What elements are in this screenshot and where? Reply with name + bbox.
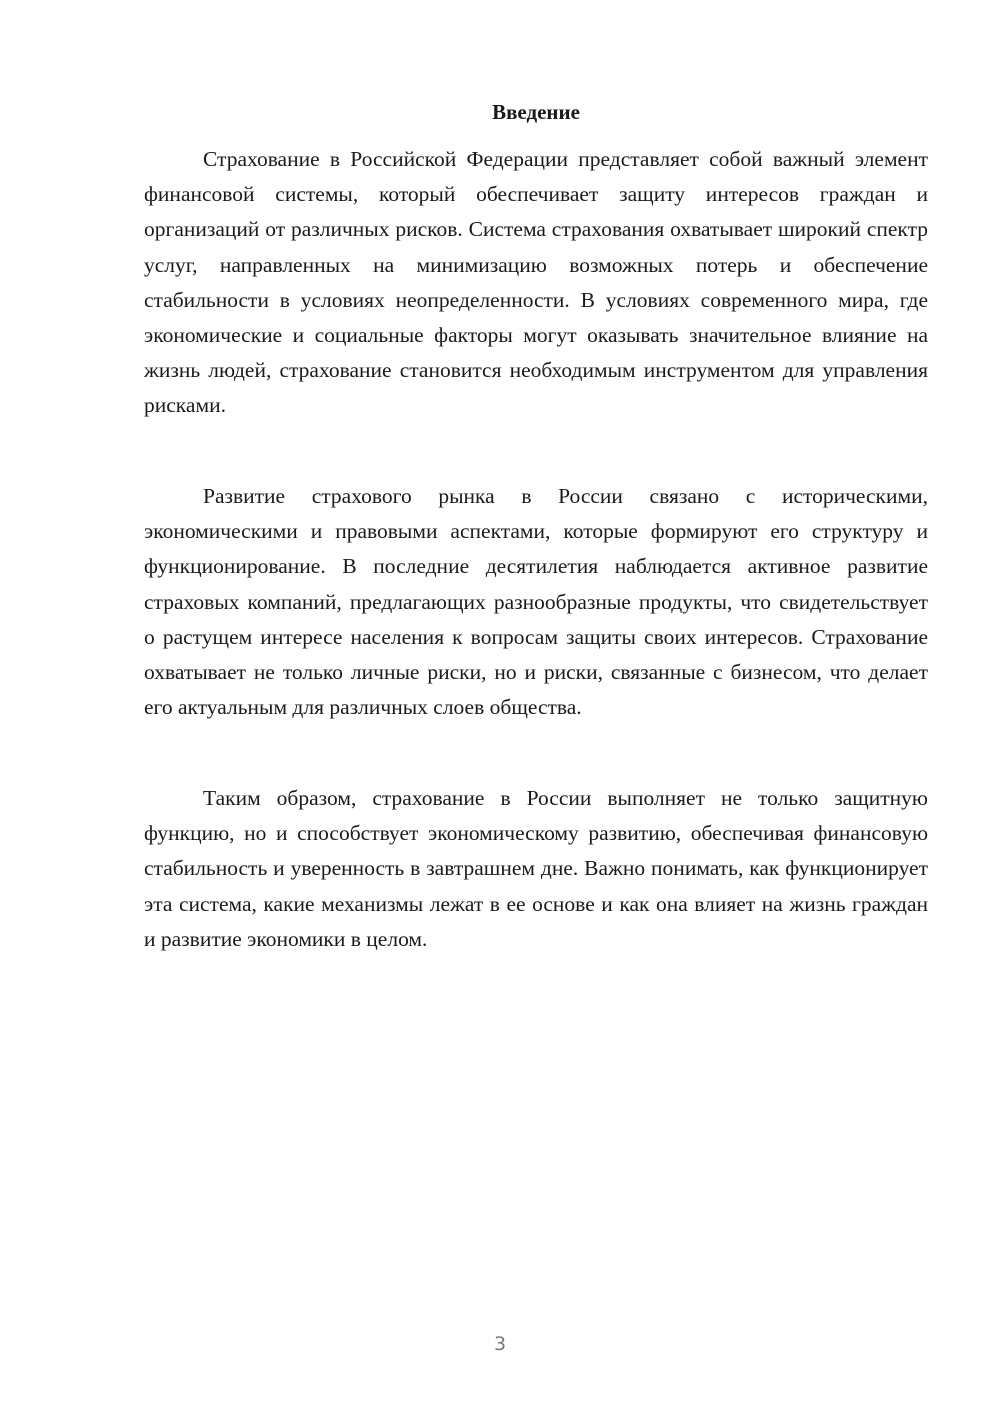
page-number: 3 [493,1333,507,1355]
section-title: Введение [492,100,580,124]
paragraph-1: Страхование в Российской Федерации представляет собой важный элемент финансовой системы, который обеспечивает защиту интересов граждан и организаций от различных рисков. Система страхования охватывает широкий спектр услуг, направленных на минимизацию возможных потерь и обеспечение стабильности в условиях неопределенности. В условиях современного мира, где экономические и социальные факторы могут оказывать значительное влияние на жизнь людей, страхование становится необходимым инструментом для управления рисками. [144,147,928,418]
paragraph-3: Таким образом, страхование в России выполняет не только защитную функцию, но и способствует экономическому развитию, обеспечивая финансовую стабильность и уверенность в завтрашнем дне. Важно понимать, как функционирует эта система, какие механизмы лежат в ее основе и как она влияет на жизнь граждан и развитие экономики в целом. [144,786,928,951]
paragraph-2: Развитие страхового рынка в России связано с историческими, экономическими и правовыми аспектами, которые формируют его структуру и функционирование. В последние десятилетия наблюдается активное развитие страховых компаний, предлагающих разнообразные продукты, что свидетельствует о растущем интересе населения к вопросам защиты своих интересов. Страхование охватывает не только личные риски, но и риски, связанные с бизнесом, что делает его актуальным для различных слоев общества. [144,484,928,720]
